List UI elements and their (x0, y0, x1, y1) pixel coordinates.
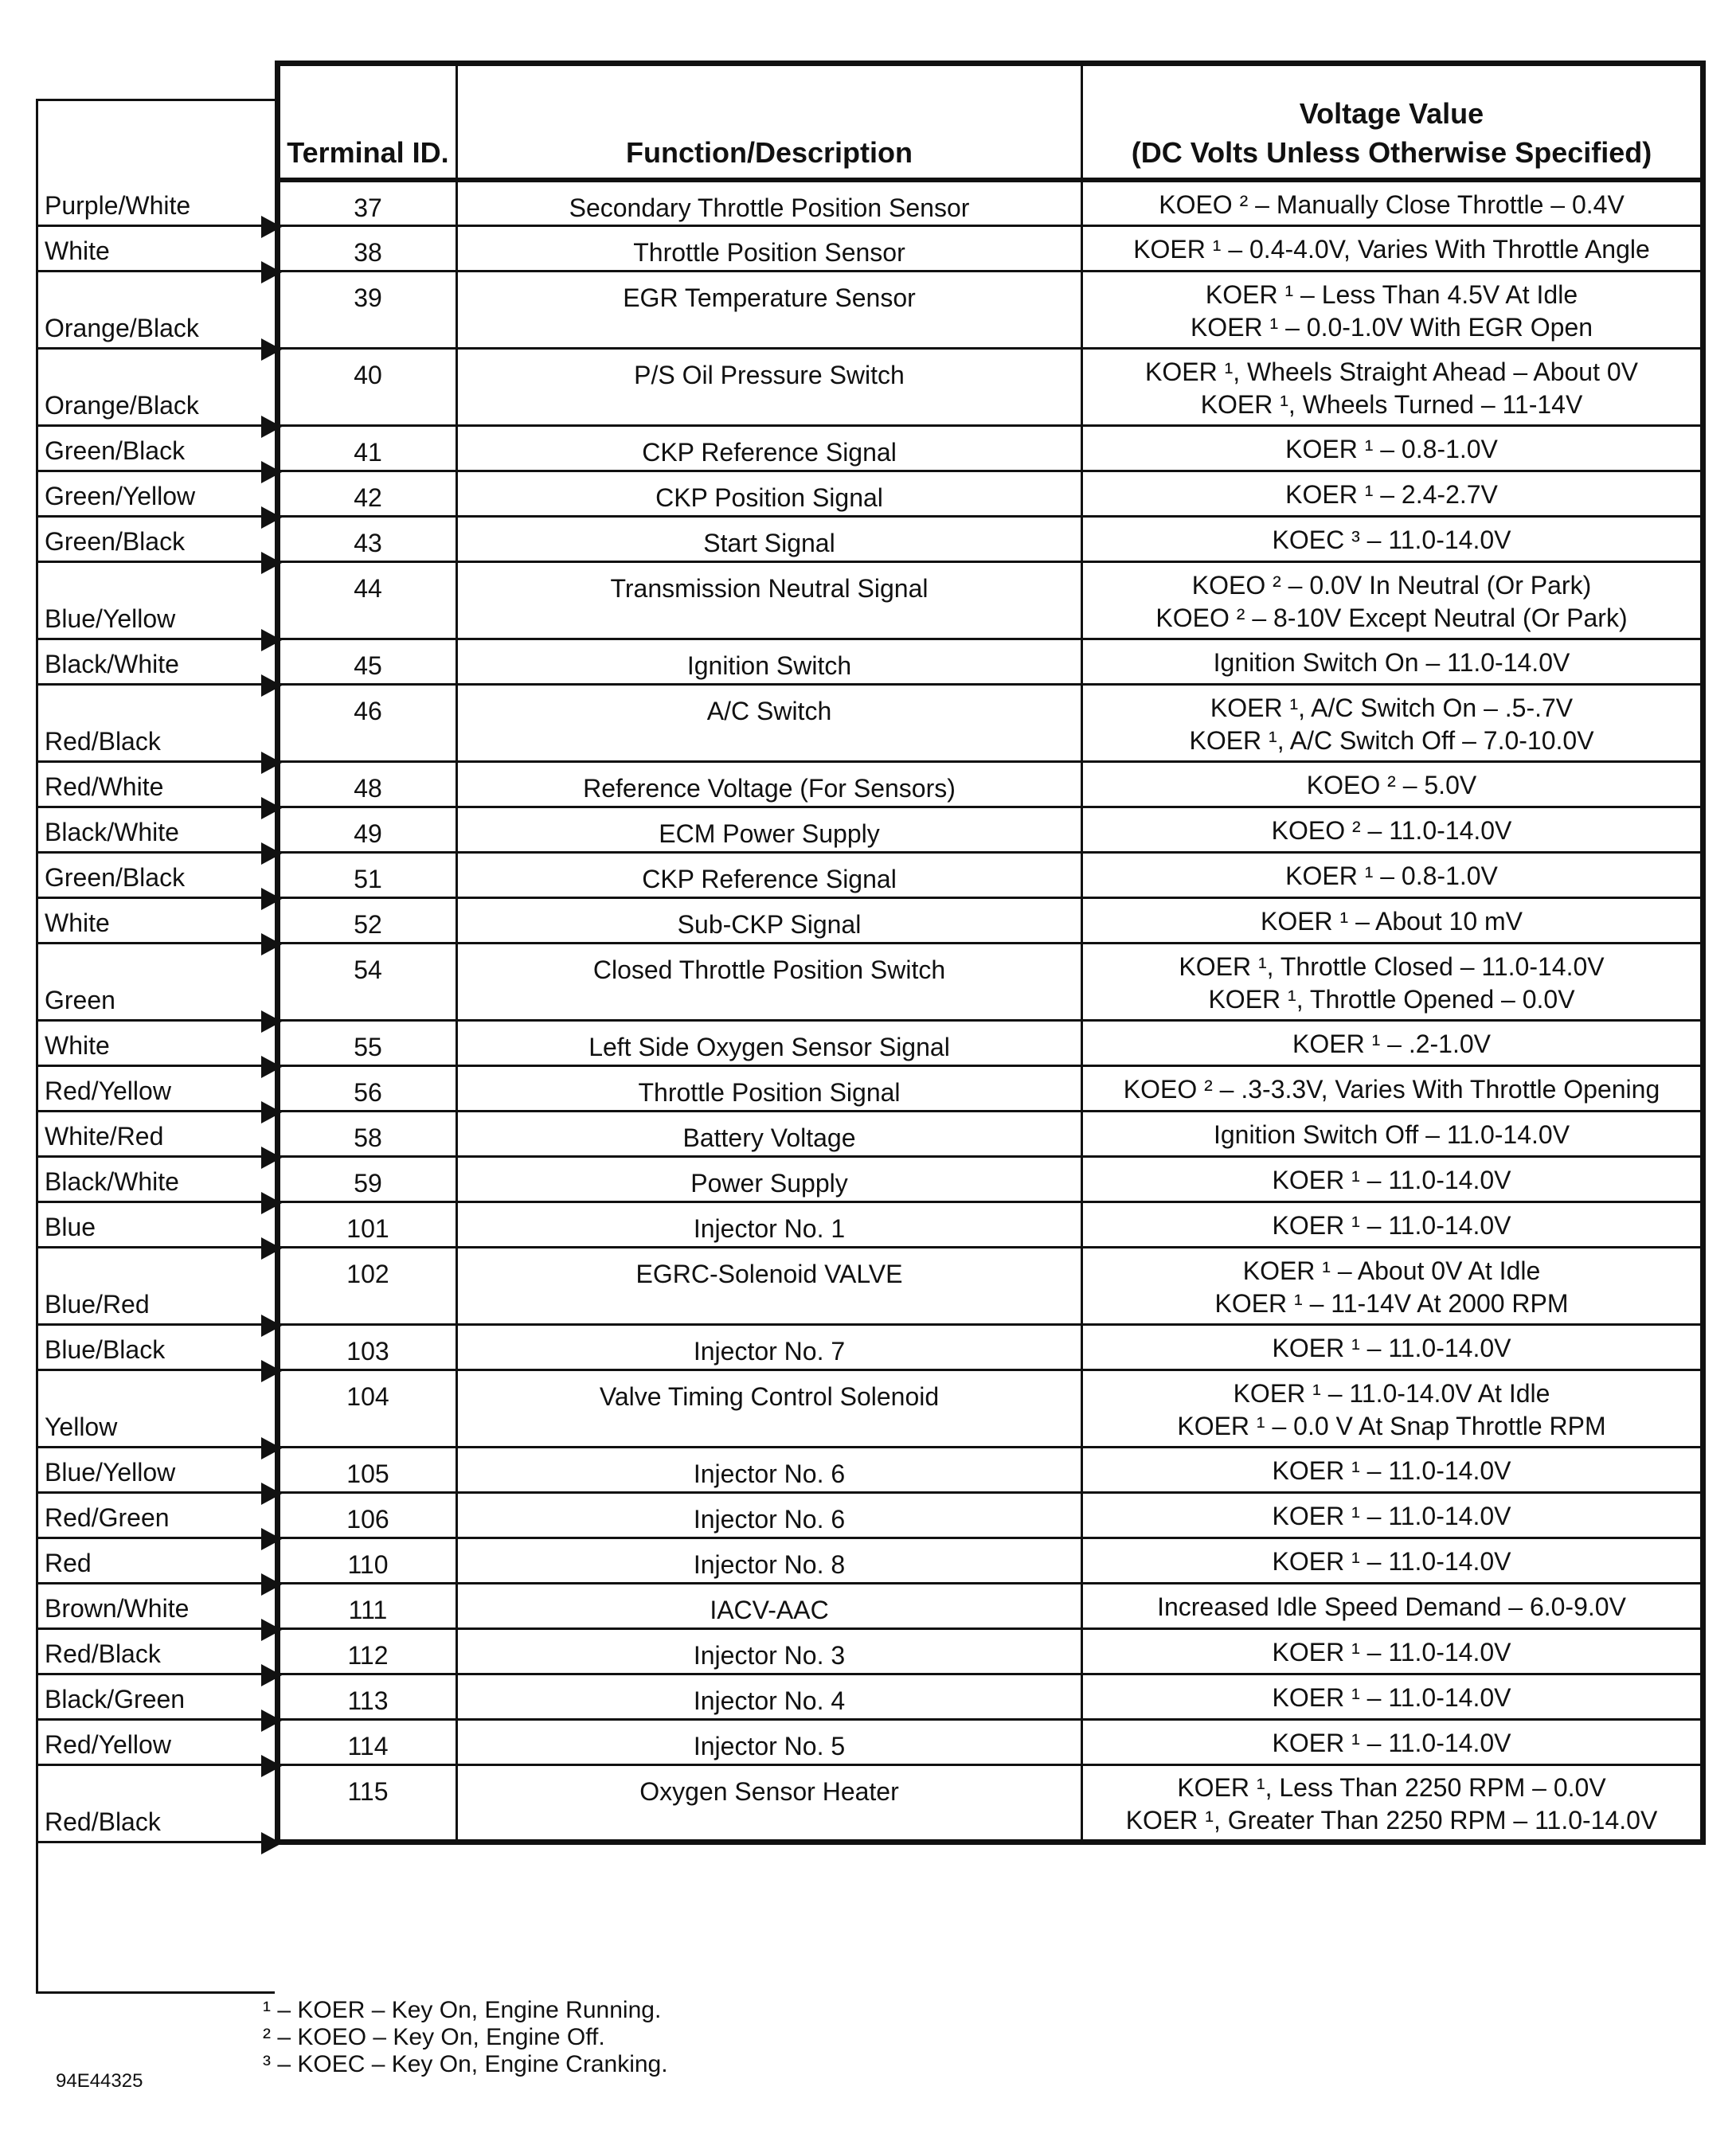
voltage-cell (1082, 685, 1703, 762)
voltage-line: KOER ¹ – 2.4-2.7V (1285, 480, 1498, 510)
footnote: ³ – KOEC – Key On, Engine Cranking. (263, 2051, 668, 2077)
wire-color-label: Black/White (45, 1166, 179, 1196)
voltage-line: KOER ¹ – 0.0 V At Snap Throttle RPM (1177, 1412, 1606, 1441)
function-cell: Start Signal (457, 517, 1082, 562)
voltage-line: KOER ¹ – 11.0-14.0V (1272, 1547, 1511, 1577)
wire-color-label: White (45, 236, 110, 265)
header-voltage-title: Voltage Value (1299, 97, 1484, 131)
wire-color-label: Green/Yellow (45, 481, 196, 510)
wire-entry (38, 514, 277, 563)
table-row (278, 853, 1703, 898)
voltage-line: KOER ¹, Greater Than 2250 RPM – 11.0-14.0V (1125, 1806, 1658, 1835)
table-row (278, 898, 1703, 944)
wire-color-label: Red/Yellow (45, 1076, 171, 1105)
voltage-line: KOER ¹ – 11-14V At 2000 RPM (1214, 1289, 1569, 1319)
voltage-line: KOER ¹ – 11.0-14.0V (1272, 1166, 1511, 1195)
terminal-id-cell: 105 (278, 1448, 457, 1493)
terminal-id-cell: 54 (278, 944, 457, 1021)
wire-entry (38, 1276, 277, 1326)
table-row (278, 807, 1703, 853)
voltage-line: KOER ¹, Less Than 2250 RPM – 0.0V (1177, 1772, 1606, 1802)
voltage-cell (1082, 1202, 1703, 1248)
voltage-line: KOER ¹, A/C Switch On – .5-.7V (1210, 693, 1574, 722)
wire-entry (38, 223, 277, 272)
function-cell: Oxygen Sensor Heater (457, 1765, 1082, 1842)
voltage-cell (1082, 1629, 1703, 1674)
voltage-line: KOER ¹ – 0.0-1.0V With EGR Open (1190, 313, 1593, 342)
table-row (278, 471, 1703, 517)
voltage-line: Ignition Switch On – 11.0-14.0V (1213, 648, 1570, 678)
footnote: ¹ – KOER – Key On, Engine Running. (263, 1997, 662, 2023)
header-terminal-id: Terminal ID. (278, 64, 457, 180)
voltage-cell (1082, 1720, 1703, 1765)
wire-color-label: Black/White (45, 649, 179, 678)
function-cell: Injector No. 8 (457, 1538, 1082, 1584)
voltage-line: KOEC ³ – 11.0-14.0V (1272, 526, 1511, 555)
wire-color-label: Red/White (45, 772, 164, 801)
voltage-line: KOER ¹, Wheels Turned – 11-14V (1200, 390, 1583, 420)
voltage-cell (1082, 426, 1703, 471)
function-cell: Injector No. 6 (457, 1493, 1082, 1538)
function-cell: Closed Throttle Position Switch (457, 944, 1082, 1021)
function-cell: CKP Reference Signal (457, 426, 1082, 471)
voltage-line: KOER ¹ – 0.4-4.0V, Varies With Throttle Angle (1133, 235, 1650, 264)
voltage-cell (1082, 272, 1703, 349)
voltage-line: KOER ¹ – About 0V At Idle (1242, 1256, 1541, 1285)
terminal-id-cell: 56 (278, 1066, 457, 1112)
wire-color-label: Green/Black (45, 436, 186, 465)
voltage-line: KOER ¹ – Less Than 4.5V At Idle (1205, 279, 1578, 309)
terminal-id-cell: 52 (278, 898, 457, 944)
wire-entry (38, 591, 277, 640)
voltage-cell (1082, 762, 1703, 807)
table-row (278, 1538, 1703, 1584)
voltage-cell (1082, 1584, 1703, 1629)
voltage-line: KOEO ² – 5.0V (1306, 771, 1477, 800)
voltage-line: KOER ¹ – 11.0-14.0V (1272, 1638, 1511, 1667)
function-cell: Injector No. 1 (457, 1202, 1082, 1248)
voltage-line: KOEO ² – 0.0V In Neutral (Or Park) (1191, 570, 1592, 600)
wire-entry (38, 1581, 277, 1630)
voltage-cell (1082, 349, 1703, 426)
wire-color-label: Orange/Black (45, 313, 199, 342)
voltage-cell (1082, 1157, 1703, 1202)
voltage-cell (1082, 562, 1703, 639)
voltage-line: KOER ¹ – 11.0-14.0V (1272, 1456, 1511, 1486)
voltage-line: KOEO ² – 11.0-14.0V (1271, 816, 1512, 846)
voltage-cell (1082, 1370, 1703, 1448)
voltage-cell (1082, 639, 1703, 685)
voltage-cell (1082, 898, 1703, 944)
voltage-cell (1082, 226, 1703, 272)
wire-entry (38, 1671, 277, 1721)
wire-entry (38, 636, 277, 686)
terminal-id-cell: 43 (278, 517, 457, 562)
voltage-line: KOER ¹ – 11.0-14.0V (1272, 1683, 1511, 1713)
wire-color-label: Red/Yellow (45, 1729, 171, 1759)
function-cell: CKP Reference Signal (457, 853, 1082, 898)
terminal-id-cell: 101 (278, 1202, 457, 1248)
terminal-id-cell: 102 (278, 1248, 457, 1325)
table-row (278, 426, 1703, 471)
wire-entry (38, 1199, 277, 1248)
wire-line (38, 942, 261, 944)
wire-color-label: Red/Black (45, 726, 161, 756)
wire-entry (38, 972, 277, 1022)
wire-entry (38, 423, 277, 472)
terminal-id-cell: 39 (278, 272, 457, 349)
table-row (278, 762, 1703, 807)
wire-entry (38, 713, 277, 763)
wire-color-label: Blue/Black (45, 1334, 166, 1364)
table-row (278, 272, 1703, 349)
wire-color-label: Blue (45, 1212, 96, 1241)
voltage-cell (1082, 1066, 1703, 1112)
function-cell: Injector No. 4 (457, 1674, 1082, 1720)
voltage-line: KOER ¹, A/C Switch Off – 7.0-10.0V (1189, 726, 1594, 756)
table-row (278, 1248, 1703, 1325)
voltage-cell (1082, 1765, 1703, 1842)
table-row (278, 226, 1703, 272)
function-cell: Injector No. 7 (457, 1325, 1082, 1370)
wire-line (38, 1841, 261, 1843)
terminal-id-cell: 59 (278, 1157, 457, 1202)
wire-color-label: Black/Green (45, 1684, 186, 1713)
wire-line (38, 1764, 261, 1766)
wire-line (38, 561, 261, 563)
wire-entry (38, 178, 277, 227)
voltage-line: KOER ¹, Throttle Closed – 11.0-14.0V (1179, 951, 1605, 981)
table-row (278, 562, 1703, 639)
table-row (278, 1448, 1703, 1493)
table-row (278, 639, 1703, 685)
terminal-id-cell: 114 (278, 1720, 457, 1765)
table-row (278, 180, 1703, 226)
wire-color-label: Green/Black (45, 862, 186, 892)
function-cell: CKP Position Signal (457, 471, 1082, 517)
table-row (278, 1584, 1703, 1629)
wire-color-label: Orange/Black (45, 390, 199, 420)
wire-line (38, 683, 261, 686)
wire-entry (38, 1626, 277, 1675)
terminal-id-cell: 106 (278, 1493, 457, 1538)
wire-entry (38, 1444, 277, 1494)
voltage-line: KOER ¹ – About 10 mV (1260, 907, 1523, 936)
function-cell: Battery Voltage (457, 1112, 1082, 1157)
voltage-line: KOEO ² – .3-3.3V, Varies With Throttle Opening (1123, 1075, 1660, 1104)
terminal-id-cell: 41 (278, 426, 457, 471)
wire-entry (38, 1490, 277, 1539)
function-cell: P/S Oil Pressure Switch (457, 349, 1082, 426)
wire-color-label: Red/Green (45, 1502, 170, 1532)
table-row (278, 1325, 1703, 1370)
voltage-line: KOER ¹ – 0.8-1.0V (1285, 862, 1498, 891)
table-row (278, 1765, 1703, 1842)
footnotes (263, 1997, 668, 2078)
wire-color-label: Red (45, 1548, 92, 1577)
wire-color-column (36, 99, 275, 1994)
voltage-line: KOER ¹ – .2-1.0V (1292, 1030, 1491, 1059)
wire-color-label: Blue/Yellow (45, 1457, 176, 1487)
voltage-cell (1082, 180, 1703, 226)
terminal-id-cell: 40 (278, 349, 457, 426)
voltage-cell (1082, 1325, 1703, 1370)
function-cell: Transmission Neutral Signal (457, 562, 1082, 639)
function-cell: A/C Switch (457, 685, 1082, 762)
function-cell: Injector No. 3 (457, 1629, 1082, 1674)
wire-entry (38, 468, 277, 518)
table-row (278, 1370, 1703, 1448)
wire-color-label: White/Red (45, 1121, 164, 1151)
voltage-cell (1082, 1538, 1703, 1584)
voltage-cell (1082, 1493, 1703, 1538)
terminal-id-cell: 37 (278, 180, 457, 226)
wire-color-label: White (45, 908, 110, 937)
wire-entry (38, 895, 277, 944)
table-row (278, 1720, 1703, 1765)
function-cell: EGR Temperature Sensor (457, 272, 1082, 349)
terminal-id-cell: 58 (278, 1112, 457, 1157)
wire-entry (38, 1154, 277, 1203)
wire-entry (38, 1717, 277, 1766)
function-cell: Throttle Position Sensor (457, 226, 1082, 272)
function-cell: Reference Voltage (For Sensors) (457, 762, 1082, 807)
wire-line (38, 347, 261, 350)
wire-entry (38, 377, 277, 427)
voltage-cell (1082, 517, 1703, 562)
function-cell: Throttle Position Signal (457, 1066, 1082, 1112)
wire-color-label: White (45, 1030, 110, 1060)
voltage-cell (1082, 1021, 1703, 1066)
terminal-id-cell: 48 (278, 762, 457, 807)
wire-entry (38, 1535, 277, 1584)
voltage-cell (1082, 1448, 1703, 1493)
terminal-voltage-table (275, 61, 1706, 1845)
wire-color-label: Green/Black (45, 526, 186, 556)
wire-entry (38, 1322, 277, 1371)
table-row (278, 349, 1703, 426)
footnote: ² – KOEO – Key On, Engine Off. (263, 2024, 605, 2050)
wire-entry (38, 1108, 277, 1158)
wire-color-label: Blue/Red (45, 1289, 150, 1319)
wire-entry (38, 759, 277, 808)
terminal-id-cell: 110 (278, 1538, 457, 1584)
wire-line (38, 1246, 261, 1248)
voltage-line: KOEO ² – Manually Close Throttle – 0.4V (1159, 190, 1625, 219)
wire-color-label: Black/White (45, 817, 179, 846)
function-cell: Valve Timing Control Solenoid (457, 1370, 1082, 1448)
wire-entry (38, 1399, 277, 1448)
header-voltage (1082, 64, 1703, 180)
header-voltage-subtitle: (DC Volts Unless Otherwise Specified) (1131, 135, 1652, 169)
terminal-id-cell: 115 (278, 1765, 457, 1842)
terminal-id-cell: 104 (278, 1370, 457, 1448)
wire-entry (38, 1018, 277, 1067)
function-cell: Left Side Oxygen Sensor Signal (457, 1021, 1082, 1066)
table-row (278, 1674, 1703, 1720)
voltage-line: KOER ¹ – 11.0-14.0V (1272, 1211, 1511, 1241)
wire-color-label: Blue/Yellow (45, 604, 176, 633)
table-row (278, 1629, 1703, 1674)
table-row (278, 1202, 1703, 1248)
terminal-id-cell: 113 (278, 1674, 457, 1720)
terminal-id-cell: 44 (278, 562, 457, 639)
voltage-cell (1082, 1674, 1703, 1720)
voltage-line: KOER ¹ – 0.8-1.0V (1285, 435, 1498, 464)
wire-entry (38, 850, 277, 899)
function-cell: Ignition Switch (457, 639, 1082, 685)
voltage-cell (1082, 471, 1703, 517)
wire-entry (38, 1794, 277, 1843)
function-cell: Sub-CKP Signal (457, 898, 1082, 944)
terminal-id-cell: 49 (278, 807, 457, 853)
wire-line (38, 1369, 261, 1371)
voltage-cell (1082, 853, 1703, 898)
function-cell: Secondary Throttle Position Sensor (457, 180, 1082, 226)
wire-color-label: Brown/White (45, 1593, 190, 1623)
voltage-cell (1082, 944, 1703, 1021)
voltage-line: KOER ¹, Wheels Straight Ahead – About 0V (1144, 357, 1638, 386)
voltage-line: KOER ¹ – 11.0-14.0V At Idle (1233, 1378, 1550, 1408)
terminal-id-cell: 51 (278, 853, 457, 898)
function-cell: Injector No. 5 (457, 1720, 1082, 1765)
voltage-line: KOER ¹ – 11.0-14.0V (1272, 1334, 1511, 1363)
voltage-line: Ignition Switch Off – 11.0-14.0V (1213, 1120, 1570, 1150)
voltage-line: KOER ¹, Throttle Opened – 0.0V (1208, 985, 1575, 1014)
table-row (278, 944, 1703, 1021)
voltage-line: KOEO ² – 8-10V Except Neutral (Or Park) (1155, 604, 1628, 633)
wire-entry (38, 1063, 277, 1112)
table-body (278, 180, 1703, 1842)
terminal-id-cell: 45 (278, 639, 457, 685)
figure-id: 94E44325 (56, 2070, 143, 2092)
voltage-line: Increased Idle Speed Demand – 6.0-9.0V (1157, 1592, 1626, 1622)
wire-color-label: Yellow (45, 1412, 118, 1441)
voltage-cell (1082, 807, 1703, 853)
header-function: Function/Description (457, 64, 1082, 180)
table-row (278, 1112, 1703, 1157)
wire-color-label: Red/Black (45, 1807, 161, 1836)
wire-entry (38, 804, 277, 854)
terminal-id-cell: 42 (278, 471, 457, 517)
wire-entry (38, 300, 277, 350)
table-header-row (278, 64, 1703, 180)
terminal-id-cell: 103 (278, 1325, 457, 1370)
voltage-line: KOER ¹ – 11.0-14.0V (1272, 1729, 1511, 1758)
terminal-id-cell: 46 (278, 685, 457, 762)
voltage-line: KOER ¹ – 11.0-14.0V (1272, 1502, 1511, 1531)
function-cell: EGRC-Solenoid VALVE (457, 1248, 1082, 1325)
terminal-id-cell: 111 (278, 1584, 457, 1629)
terminal-id-cell: 38 (278, 226, 457, 272)
voltage-cell (1082, 1248, 1703, 1325)
table-row (278, 1066, 1703, 1112)
table-row (278, 1021, 1703, 1066)
table-row (278, 517, 1703, 562)
terminal-id-cell: 112 (278, 1629, 457, 1674)
function-cell: ECM Power Supply (457, 807, 1082, 853)
table-row (278, 1493, 1703, 1538)
table-row (278, 685, 1703, 762)
wire-color-label: Purple/White (45, 190, 191, 220)
wire-color-label: Green (45, 985, 115, 1014)
function-cell: Power Supply (457, 1157, 1082, 1202)
table-row (278, 1157, 1703, 1202)
function-cell: IACV-AAC (457, 1584, 1082, 1629)
wire-color-label: Red/Black (45, 1639, 161, 1668)
voltage-cell (1082, 1112, 1703, 1157)
terminal-id-cell: 55 (278, 1021, 457, 1066)
wire-line (38, 270, 261, 272)
function-cell: Injector No. 6 (457, 1448, 1082, 1493)
